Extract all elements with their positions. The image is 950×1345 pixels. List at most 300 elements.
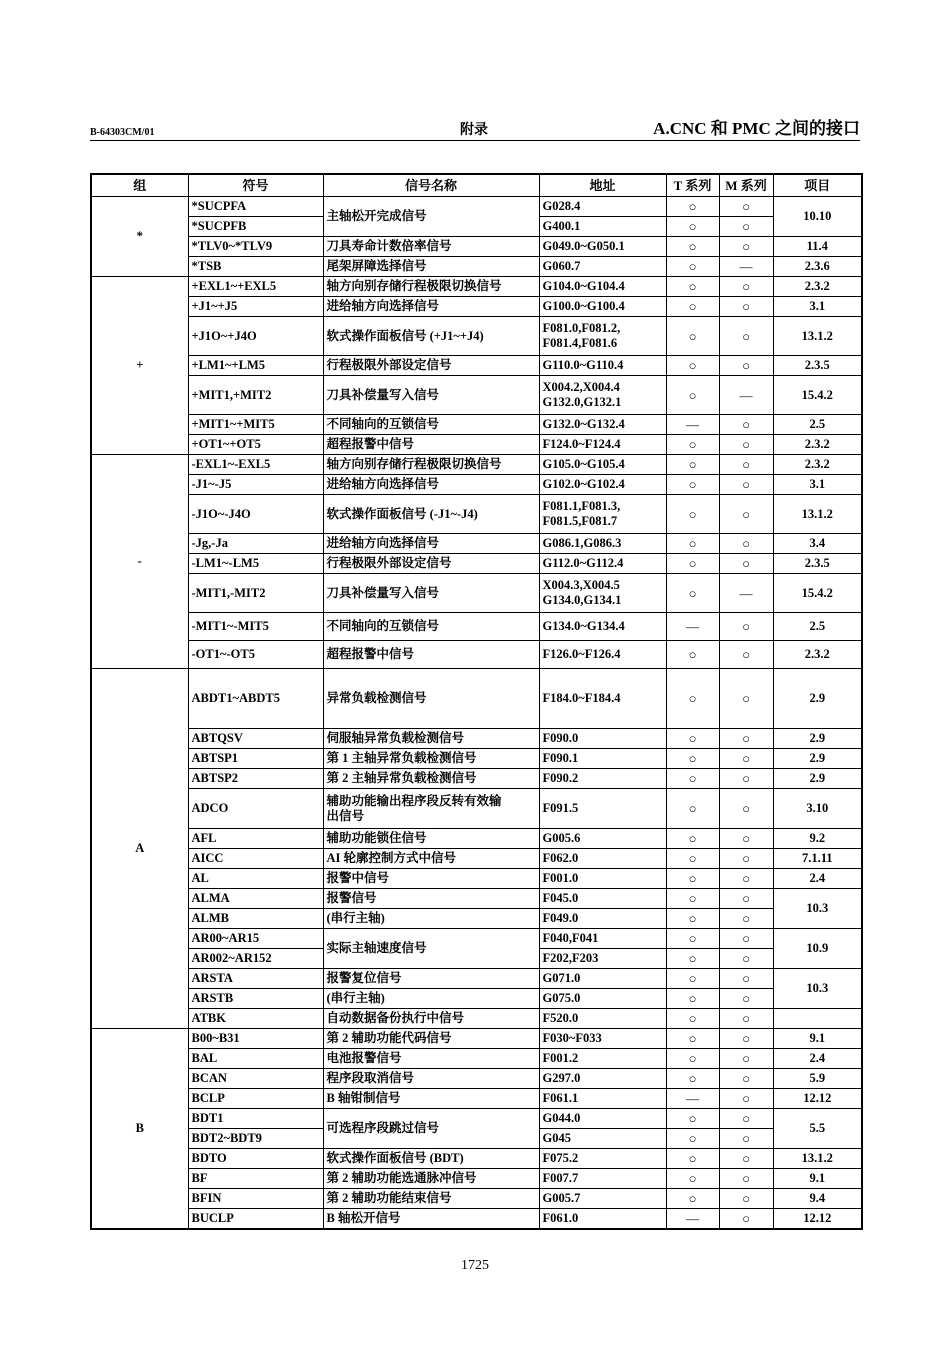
t-series-mark: ○ bbox=[666, 1069, 719, 1089]
address-cell bbox=[539, 849, 666, 869]
m-series-mark: ○ bbox=[719, 1009, 773, 1029]
item-ref-cell: 2.9 bbox=[773, 669, 862, 729]
address-cell-line-1: G028.4 bbox=[542, 199, 581, 213]
address-cell bbox=[539, 969, 666, 989]
symbol-cell: *TLV0~*TLV9 bbox=[188, 237, 323, 257]
symbol-cell: +J1O~+J4O bbox=[188, 317, 323, 356]
signal-name-cell-line-1: (串行主轴) bbox=[326, 991, 385, 1005]
t-series-mark: ○ bbox=[666, 317, 719, 356]
address-cell-line-1: F001.0 bbox=[542, 871, 579, 885]
address-cell-line-1: G104.0~G104.4 bbox=[542, 279, 625, 293]
symbol-cell: BCAN bbox=[188, 1069, 323, 1089]
item-ref-cell: 5.5 bbox=[773, 1109, 862, 1149]
signal-name-cell bbox=[323, 641, 539, 669]
item-ref-cell: 15.4.2 bbox=[773, 376, 862, 415]
group-cell: - bbox=[91, 455, 188, 669]
address-cell bbox=[539, 317, 666, 356]
symbol-cell: BAL bbox=[188, 1049, 323, 1069]
signal-name-cell-line-1: 进给轴方向选择信号 bbox=[326, 299, 440, 313]
t-series-mark: ○ bbox=[666, 889, 719, 909]
signal-name-cell bbox=[323, 317, 539, 356]
m-series-mark: ○ bbox=[719, 849, 773, 869]
address-cell-line-2: G134.0,G134.1 bbox=[542, 593, 622, 607]
t-series-mark: ○ bbox=[666, 1149, 719, 1169]
address-cell-line-1: F081.0,F081.2, bbox=[542, 321, 621, 335]
address-cell bbox=[539, 1069, 666, 1089]
signal-name-cell bbox=[323, 749, 539, 769]
item-ref-cell: 2.3.2 bbox=[773, 455, 862, 475]
symbol-cell: +J1~+J5 bbox=[188, 297, 323, 317]
symbol-cell: AFL bbox=[188, 829, 323, 849]
address-cell-line-1: F075.2 bbox=[542, 1151, 579, 1165]
symbol-cell: BUCLP bbox=[188, 1209, 323, 1229]
signal-name-cell-line-1: 第 2 辅助功能选通脉冲信号 bbox=[326, 1171, 477, 1185]
m-series-mark: ○ bbox=[719, 789, 773, 829]
page-number: 1725 bbox=[461, 1258, 489, 1273]
signal-name-cell bbox=[323, 1009, 539, 1029]
item-ref-cell: 2.5 bbox=[773, 415, 862, 435]
address-cell-line-1: X004.2,X004.4 bbox=[542, 380, 620, 394]
address-cell bbox=[539, 669, 666, 729]
address-cell bbox=[539, 217, 666, 237]
table-row bbox=[91, 356, 862, 376]
table-row bbox=[91, 669, 862, 729]
signal-name-cell bbox=[323, 1169, 539, 1189]
symbol-cell: +LM1~+LM5 bbox=[188, 356, 323, 376]
signal-name-cell-line-1: 报警信号 bbox=[326, 891, 377, 905]
item-ref-cell: 5.9 bbox=[773, 1069, 862, 1089]
signal-name-cell-line-1: 超程报警中信号 bbox=[326, 437, 415, 451]
t-series-mark: ○ bbox=[666, 376, 719, 415]
t-series-mark: ○ bbox=[666, 1049, 719, 1069]
item-ref-cell: 12.12 bbox=[773, 1089, 862, 1109]
table-row bbox=[91, 435, 862, 455]
m-series-mark: — bbox=[719, 574, 773, 613]
column-header-group: 组 bbox=[91, 174, 188, 197]
signal-name-cell-line-1: B 轴钳制信号 bbox=[326, 1091, 401, 1105]
item-ref-cell: 10.3 bbox=[773, 969, 862, 1009]
address-cell bbox=[539, 1129, 666, 1149]
symbol-cell: AICC bbox=[188, 849, 323, 869]
symbol-cell: -LM1~-LM5 bbox=[188, 554, 323, 574]
address-cell-line-1: G102.0~G102.4 bbox=[542, 477, 625, 491]
signal-name-cell bbox=[323, 495, 539, 534]
signal-name-cell-line-1: B 轴松开信号 bbox=[326, 1210, 401, 1225]
item-ref-cell: 3.1 bbox=[773, 475, 862, 495]
address-cell-line-1: F090.0 bbox=[542, 731, 579, 745]
address-cell bbox=[539, 909, 666, 929]
table-row bbox=[91, 969, 862, 989]
t-series-mark: ○ bbox=[666, 574, 719, 613]
m-series-mark: — bbox=[719, 257, 773, 277]
item-ref-cell: 11.4 bbox=[773, 237, 862, 257]
m-series-mark: ○ bbox=[719, 317, 773, 356]
symbol-cell: -Jg,-Ja bbox=[188, 534, 323, 554]
m-series-mark: ○ bbox=[719, 1049, 773, 1069]
address-cell-line-1: G086.1,G086.3 bbox=[542, 536, 622, 550]
m-series-mark: ○ bbox=[719, 889, 773, 909]
m-series-mark: ○ bbox=[719, 929, 773, 949]
address-cell-line-1: G045 bbox=[542, 1131, 571, 1145]
signal-name-cell bbox=[323, 1029, 539, 1049]
address-cell-line-1: G049.0~G050.1 bbox=[542, 239, 625, 253]
signal-table bbox=[90, 173, 863, 1230]
table-row bbox=[91, 495, 862, 534]
item-ref-cell: 13.1.2 bbox=[773, 495, 862, 534]
t-series-mark: ○ bbox=[666, 197, 719, 217]
t-series-mark: ○ bbox=[666, 356, 719, 376]
table-row bbox=[91, 989, 862, 1009]
address-cell-line-1: F001.2 bbox=[542, 1051, 579, 1065]
address-cell-line-1: F062.0 bbox=[542, 851, 579, 865]
t-series-mark: ○ bbox=[666, 534, 719, 554]
signal-name-cell bbox=[323, 554, 539, 574]
table-row bbox=[91, 1209, 862, 1229]
t-series-mark: ○ bbox=[666, 257, 719, 277]
table-body bbox=[91, 197, 862, 1229]
m-series-mark: ○ bbox=[719, 455, 773, 475]
symbol-cell: *TSB bbox=[188, 257, 323, 277]
t-series-mark: ○ bbox=[666, 297, 719, 317]
symbol-cell: B00~B31 bbox=[188, 1029, 323, 1049]
item-ref-cell: 2.9 bbox=[773, 729, 862, 749]
address-cell-line-1: F061.0 bbox=[542, 1210, 579, 1225]
signal-name-cell bbox=[323, 297, 539, 317]
item-ref-cell: 2.4 bbox=[773, 869, 862, 889]
symbol-cell: -OT1~-OT5 bbox=[188, 641, 323, 669]
symbol-cell: AR002~AR152 bbox=[188, 949, 323, 969]
address-cell bbox=[539, 613, 666, 641]
address-cell-line-1: G071.0 bbox=[542, 971, 581, 985]
symbol-cell: ALMB bbox=[188, 909, 323, 929]
m-series-mark: ○ bbox=[719, 641, 773, 669]
address-cell bbox=[539, 729, 666, 749]
m-series-mark: ○ bbox=[719, 1069, 773, 1089]
signal-name-cell-line-1: 行程极限外部设定信号 bbox=[326, 358, 452, 372]
address-cell-line-1: G100.0~G100.4 bbox=[542, 299, 625, 313]
address-cell-line-1: G112.0~G112.4 bbox=[542, 556, 624, 570]
t-series-mark: ○ bbox=[666, 789, 719, 829]
m-series-mark: ○ bbox=[719, 1029, 773, 1049]
m-series-mark: ○ bbox=[719, 277, 773, 297]
signal-name-cell-line-1: 刀具寿命计数倍率信号 bbox=[326, 239, 452, 253]
address-cell-line-1: X004.3,X004.5 bbox=[542, 578, 620, 592]
address-cell-line-1: G134.0~G134.4 bbox=[542, 619, 625, 633]
signal-name-cell-line-1: 电池报警信号 bbox=[326, 1051, 402, 1065]
m-series-mark: ○ bbox=[719, 1109, 773, 1129]
address-cell bbox=[539, 1189, 666, 1209]
signal-name-cell-line-1: 报警复位信号 bbox=[326, 971, 402, 985]
address-cell-line-1: F040,F041 bbox=[542, 931, 599, 945]
symbol-cell: -EXL1~-EXL5 bbox=[188, 455, 323, 475]
address-cell bbox=[539, 1029, 666, 1049]
signal-name-cell bbox=[323, 237, 539, 257]
address-cell-line-1: F090.2 bbox=[542, 771, 579, 785]
address-cell-line-1: F007.7 bbox=[542, 1171, 579, 1185]
m-series-mark: ○ bbox=[719, 1209, 773, 1229]
address-cell bbox=[539, 1109, 666, 1129]
signal-name-cell bbox=[323, 455, 539, 475]
address-cell-line-1: F126.0~F126.4 bbox=[542, 647, 621, 661]
address-cell bbox=[539, 574, 666, 613]
item-ref-cell: 12.12 bbox=[773, 1209, 862, 1229]
m-series-mark: — bbox=[719, 376, 773, 415]
address-cell-line-1: F520.0 bbox=[542, 1011, 579, 1025]
address-cell bbox=[539, 297, 666, 317]
m-series-mark: ○ bbox=[719, 669, 773, 729]
t-series-mark: ○ bbox=[666, 554, 719, 574]
signal-name-cell bbox=[323, 909, 539, 929]
signal-name-cell-line-1: 程序段取消信号 bbox=[326, 1071, 415, 1085]
symbol-cell: +MIT1~+MIT5 bbox=[188, 415, 323, 435]
table-row bbox=[91, 749, 862, 769]
t-series-mark: ○ bbox=[666, 1189, 719, 1209]
signal-name-cell-line-1: 超程报警中信号 bbox=[326, 647, 415, 661]
item-ref-cell: 9.1 bbox=[773, 1169, 862, 1189]
t-series-mark: ○ bbox=[666, 829, 719, 849]
table-row bbox=[91, 869, 862, 889]
address-cell bbox=[539, 829, 666, 849]
address-cell-line-1: F049.0 bbox=[542, 911, 579, 925]
signal-name-cell-line-1: 软式操作面板信号 (+J1~+J4) bbox=[326, 328, 484, 343]
m-series-mark: ○ bbox=[719, 1189, 773, 1209]
group-cell: B bbox=[91, 1029, 188, 1229]
symbol-cell: -J1~-J5 bbox=[188, 475, 323, 495]
table-row bbox=[91, 789, 862, 829]
signal-name-cell bbox=[323, 1069, 539, 1089]
symbol-cell: ALMA bbox=[188, 889, 323, 909]
signal-name-cell bbox=[323, 435, 539, 455]
table-row bbox=[91, 455, 862, 475]
item-ref-cell: 2.3.5 bbox=[773, 554, 862, 574]
signal-name-cell-line-1: AI 轮廓控制方式中信号 bbox=[326, 851, 457, 865]
signal-name-cell-line-1: 第 2 辅助功能代码信号 bbox=[326, 1031, 452, 1045]
address-cell-line-1: F090.1 bbox=[542, 751, 579, 765]
address-cell-line-1: F030~F033 bbox=[542, 1031, 602, 1045]
signal-name-cell bbox=[323, 1109, 539, 1149]
address-cell bbox=[539, 1049, 666, 1069]
t-series-mark: ○ bbox=[666, 435, 719, 455]
t-series-mark: ○ bbox=[666, 909, 719, 929]
address-cell-line-1: F124.0~F124.4 bbox=[542, 437, 621, 451]
t-series-mark: ○ bbox=[666, 849, 719, 869]
table-row bbox=[91, 277, 862, 297]
t-series-mark: ○ bbox=[666, 669, 719, 729]
symbol-cell: ABTSP1 bbox=[188, 749, 323, 769]
symbol-cell: BDTO bbox=[188, 1149, 323, 1169]
signal-name-cell bbox=[323, 1049, 539, 1069]
t-series-mark: ○ bbox=[666, 989, 719, 1009]
address-cell-line-1: G044.0 bbox=[542, 1111, 581, 1125]
symbol-cell: ADCO bbox=[188, 789, 323, 829]
address-cell bbox=[539, 197, 666, 217]
address-cell bbox=[539, 789, 666, 829]
symbol-cell: -MIT1,-MIT2 bbox=[188, 574, 323, 613]
t-series-mark: — bbox=[666, 1209, 719, 1229]
t-series-mark: ○ bbox=[666, 949, 719, 969]
symbol-cell: -J1O~-J4O bbox=[188, 495, 323, 534]
item-ref-cell: 10.9 bbox=[773, 929, 862, 969]
table-row bbox=[91, 769, 862, 789]
address-cell-line-1: G005.7 bbox=[542, 1191, 581, 1205]
signal-name-cell-line-1: 主轴松开完成信号 bbox=[326, 209, 427, 223]
symbol-cell: BDT2~BDT9 bbox=[188, 1129, 323, 1149]
signal-name-cell-line-1: 不同轴向的互锁信号 bbox=[326, 417, 440, 431]
item-ref-cell: 7.1.11 bbox=[773, 849, 862, 869]
t-series-mark: ○ bbox=[666, 277, 719, 297]
signal-name-cell-line-1: 刀具补偿量写入信号 bbox=[326, 585, 440, 600]
signal-name-cell bbox=[323, 257, 539, 277]
address-cell bbox=[539, 356, 666, 376]
address-cell bbox=[539, 749, 666, 769]
table-row bbox=[91, 829, 862, 849]
signal-name-cell-line-1: 软式操作面板信号 (BDT) bbox=[326, 1151, 464, 1165]
m-series-mark: ○ bbox=[719, 435, 773, 455]
signal-name-cell bbox=[323, 475, 539, 495]
address-cell-line-1: F045.0 bbox=[542, 891, 579, 905]
signal-name-cell bbox=[323, 197, 539, 237]
signal-name-cell-line-1: 不同轴向的互锁信号 bbox=[326, 619, 440, 633]
m-series-mark: ○ bbox=[719, 197, 773, 217]
symbol-cell: BCLP bbox=[188, 1089, 323, 1109]
document-id: B-64303CM/01 bbox=[90, 127, 155, 138]
t-series-mark: — bbox=[666, 415, 719, 435]
symbol-cell: BF bbox=[188, 1169, 323, 1189]
signal-name-cell bbox=[323, 929, 539, 969]
signal-name-cell bbox=[323, 1149, 539, 1169]
t-series-mark: ○ bbox=[666, 929, 719, 949]
address-cell bbox=[539, 376, 666, 415]
group-cell: + bbox=[91, 277, 188, 455]
item-ref-cell: 2.9 bbox=[773, 769, 862, 789]
t-series-mark: ○ bbox=[666, 455, 719, 475]
item-ref-cell: 2.4 bbox=[773, 1049, 862, 1069]
m-series-mark: ○ bbox=[719, 909, 773, 929]
table-row bbox=[91, 197, 862, 217]
t-series-mark: — bbox=[666, 1089, 719, 1109]
signal-name-cell bbox=[323, 829, 539, 849]
address-cell bbox=[539, 534, 666, 554]
signal-name-cell-line-1: 轴方向别存储行程极限切换信号 bbox=[326, 279, 502, 293]
symbol-cell: +EXL1~+EXL5 bbox=[188, 277, 323, 297]
signal-name-cell-line-1: 第 2 辅助功能结束信号 bbox=[326, 1191, 452, 1205]
table-row bbox=[91, 297, 862, 317]
item-ref-cell: 15.4.2 bbox=[773, 574, 862, 613]
signal-name-cell-line-1: 辅助功能输出程序段反转有效输 bbox=[326, 793, 502, 808]
section-title: A.CNC 和 PMC 之间的接口 bbox=[653, 119, 860, 138]
item-ref-cell: 13.1.2 bbox=[773, 317, 862, 356]
address-cell-line-1: G132.0~G132.4 bbox=[542, 417, 625, 431]
signal-name-cell-line-2: 出信号 bbox=[326, 808, 365, 823]
address-cell bbox=[539, 929, 666, 949]
signal-name-cell-line-1: 进给轴方向选择信号 bbox=[326, 536, 440, 550]
column-header-m-series: M 系列 bbox=[719, 174, 773, 197]
address-cell bbox=[539, 257, 666, 277]
t-series-mark: ○ bbox=[666, 1109, 719, 1129]
address-cell-line-1: G297.0 bbox=[542, 1071, 581, 1085]
address-cell-line-1: G400.1 bbox=[542, 219, 581, 233]
signal-name-cell bbox=[323, 849, 539, 869]
signal-name-cell bbox=[323, 669, 539, 729]
m-series-mark: ○ bbox=[719, 1129, 773, 1149]
signal-name-cell-line-1: 尾架屏障选择信号 bbox=[326, 259, 427, 273]
address-cell-line-1: G060.7 bbox=[542, 259, 581, 273]
t-series-mark: ○ bbox=[666, 749, 719, 769]
symbol-cell: AR00~AR15 bbox=[188, 929, 323, 949]
symbol-cell: ABDT1~ABDT5 bbox=[188, 669, 323, 729]
m-series-mark: ○ bbox=[719, 829, 773, 849]
group-cell: A bbox=[91, 669, 188, 1029]
item-ref-cell: 2.3.6 bbox=[773, 257, 862, 277]
item-ref-cell: 2.3.2 bbox=[773, 435, 862, 455]
table-row bbox=[91, 574, 862, 613]
t-series-mark: ○ bbox=[666, 217, 719, 237]
item-ref-cell: 2.3.2 bbox=[773, 641, 862, 669]
signal-name-cell bbox=[323, 376, 539, 415]
m-series-mark: ○ bbox=[719, 237, 773, 257]
table-row bbox=[91, 415, 862, 435]
address-cell bbox=[539, 769, 666, 789]
table-row bbox=[91, 554, 862, 574]
table-row bbox=[91, 889, 862, 909]
table-row bbox=[91, 1109, 862, 1129]
table-row bbox=[91, 1149, 862, 1169]
signal-name-cell bbox=[323, 415, 539, 435]
t-series-mark: ○ bbox=[666, 769, 719, 789]
t-series-mark: ○ bbox=[666, 969, 719, 989]
t-series-mark: ○ bbox=[666, 1009, 719, 1029]
table-row bbox=[91, 1069, 862, 1089]
table-row bbox=[91, 1009, 862, 1029]
signal-name-cell-line-1: 软式操作面板信号 (-J1~-J4) bbox=[326, 506, 478, 521]
signal-name-cell bbox=[323, 769, 539, 789]
symbol-cell: -MIT1~-MIT5 bbox=[188, 613, 323, 641]
address-cell bbox=[539, 889, 666, 909]
table-header-row bbox=[91, 174, 862, 197]
signal-name-cell bbox=[323, 969, 539, 989]
signal-name-cell bbox=[323, 1189, 539, 1209]
m-series-mark: ○ bbox=[719, 729, 773, 749]
item-ref-cell: 9.1 bbox=[773, 1029, 862, 1049]
address-cell bbox=[539, 949, 666, 969]
signal-name-cell-line-1: 进给轴方向选择信号 bbox=[326, 477, 440, 491]
symbol-cell: ABTQSV bbox=[188, 729, 323, 749]
address-cell-line-1: F091.5 bbox=[542, 801, 579, 815]
symbol-cell: *SUCPFB bbox=[188, 217, 323, 237]
signal-name-cell-line-1: 实际主轴速度信号 bbox=[326, 941, 427, 955]
address-cell-line-1: F202,F203 bbox=[542, 951, 599, 965]
symbol-cell: *SUCPFA bbox=[188, 197, 323, 217]
address-cell bbox=[539, 475, 666, 495]
symbol-cell: ABTSP2 bbox=[188, 769, 323, 789]
table-row bbox=[91, 641, 862, 669]
table-row bbox=[91, 909, 862, 929]
m-series-mark: ○ bbox=[719, 1089, 773, 1109]
table-row bbox=[91, 929, 862, 949]
address-cell bbox=[539, 1209, 666, 1229]
symbol-cell: ATBK bbox=[188, 1009, 323, 1029]
address-cell bbox=[539, 495, 666, 534]
item-ref-cell: 9.2 bbox=[773, 829, 862, 849]
t-series-mark: ○ bbox=[666, 641, 719, 669]
address-cell bbox=[539, 1009, 666, 1029]
signal-name-cell bbox=[323, 869, 539, 889]
address-cell bbox=[539, 435, 666, 455]
symbol-cell: ARSTB bbox=[188, 989, 323, 1009]
symbol-cell: AL bbox=[188, 869, 323, 889]
t-series-mark: ○ bbox=[666, 475, 719, 495]
item-ref-cell: 13.1.2 bbox=[773, 1149, 862, 1169]
